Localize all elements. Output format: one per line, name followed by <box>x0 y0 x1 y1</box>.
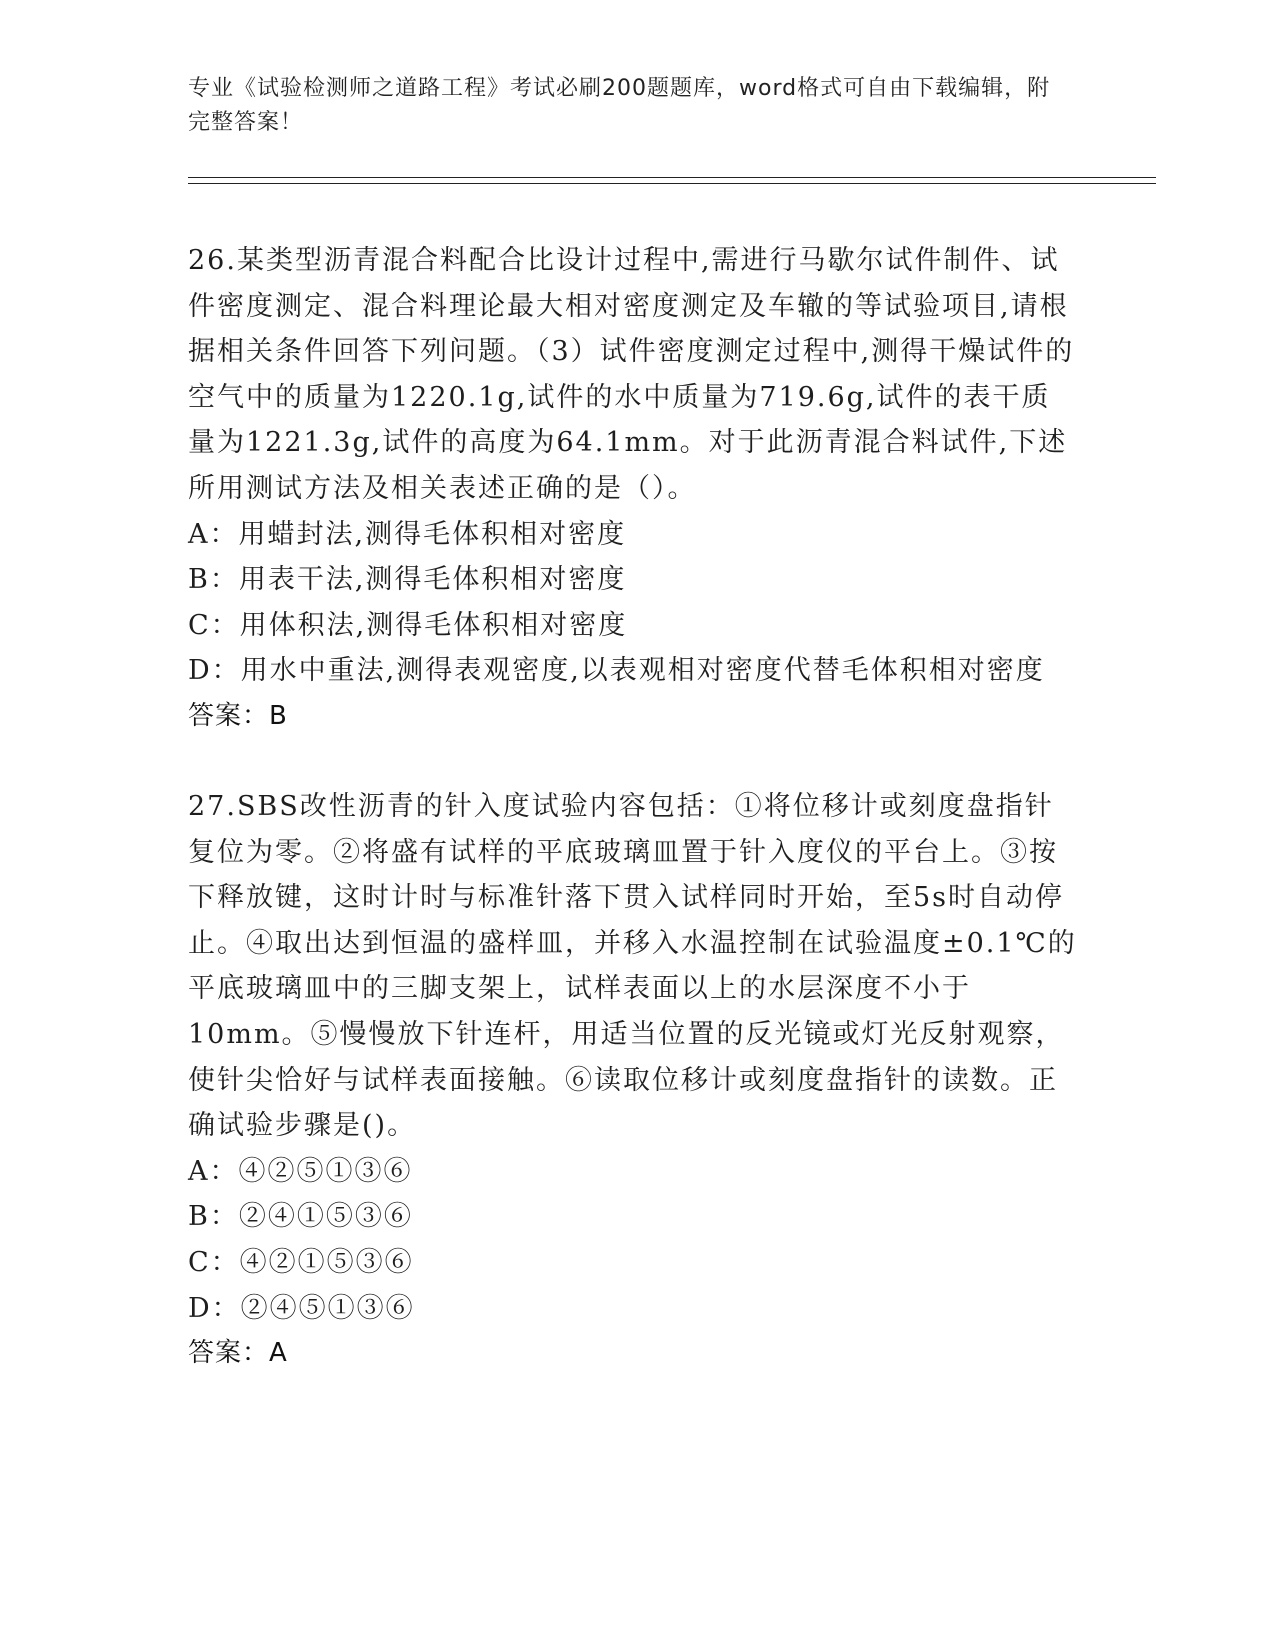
option-a: A：④②⑤①③⑥ <box>188 1155 413 1187</box>
question-stem: 26.某类型沥青混合料配合比设计过程中,需进行马歇尔试件制件、试件密度测定、混合料理论最大相对密度测定及车辙的等试验项目,请根据相关条件回答下列问题。（3）试件密度测定过程中,测得干燥试件的空气中的质量为1220.1g,试件的水中质量为719.6g,试件的表干质量为1221.3g,试件的高度为64.1mm。对于此沥青混合料试件,下述所用测试方法及相关表述正确的是（）。 <box>188 245 1075 504</box>
question-27 <box>188 784 1078 1377</box>
option-d: D：②④⑤①③⑥ <box>188 1292 415 1324</box>
option-b: B：用表干法,测得毛体积相对密度 <box>188 564 627 596</box>
option-b: B：②④①⑤③⑥ <box>188 1201 413 1233</box>
answer: 答案：B <box>188 700 288 731</box>
header-divider-top <box>188 177 1156 178</box>
answer: 答案：A <box>188 1338 288 1369</box>
option-c: C：用体积法,测得毛体积相对密度 <box>188 609 628 641</box>
question-26 <box>188 238 1078 740</box>
option-c: C：④②①⑤③⑥ <box>188 1246 414 1278</box>
option-a: A：用蜡封法,测得毛体积相对密度 <box>188 518 627 550</box>
option-d: D：用水中重法,测得表观密度,以表观相对密度代替毛体积相对密度 <box>188 655 1045 687</box>
question-stem: 27.SBS改性沥青的针入度试验内容包括：①将位移计或刻度盘指针复位为零。②将盛有试样的平底玻璃皿置于针入度仪的平台上。③按下释放键，这时计时与标准针落下贯入试样同时开始，至5s时自动停止。④取出达到恒温的盛样皿，并移入水温控制在试验温度±0.1℃的平底玻璃皿中的三脚支架上，试样表面以上的水层深度不小于10mm。⑤慢慢放下针连杆，用适当位置的反光镜或灯光反射观察，使针尖恰好与试样表面接触。⑥读取位移计或刻度盘指针的读数。正确试验步骤是()。 <box>188 791 1077 1142</box>
page-header-text: 专业《试验检测师之道路工程》考试必刷200题题库，word格式可自由下载编辑，附完整答案！ <box>188 76 1051 135</box>
header-divider-bottom <box>188 183 1156 184</box>
